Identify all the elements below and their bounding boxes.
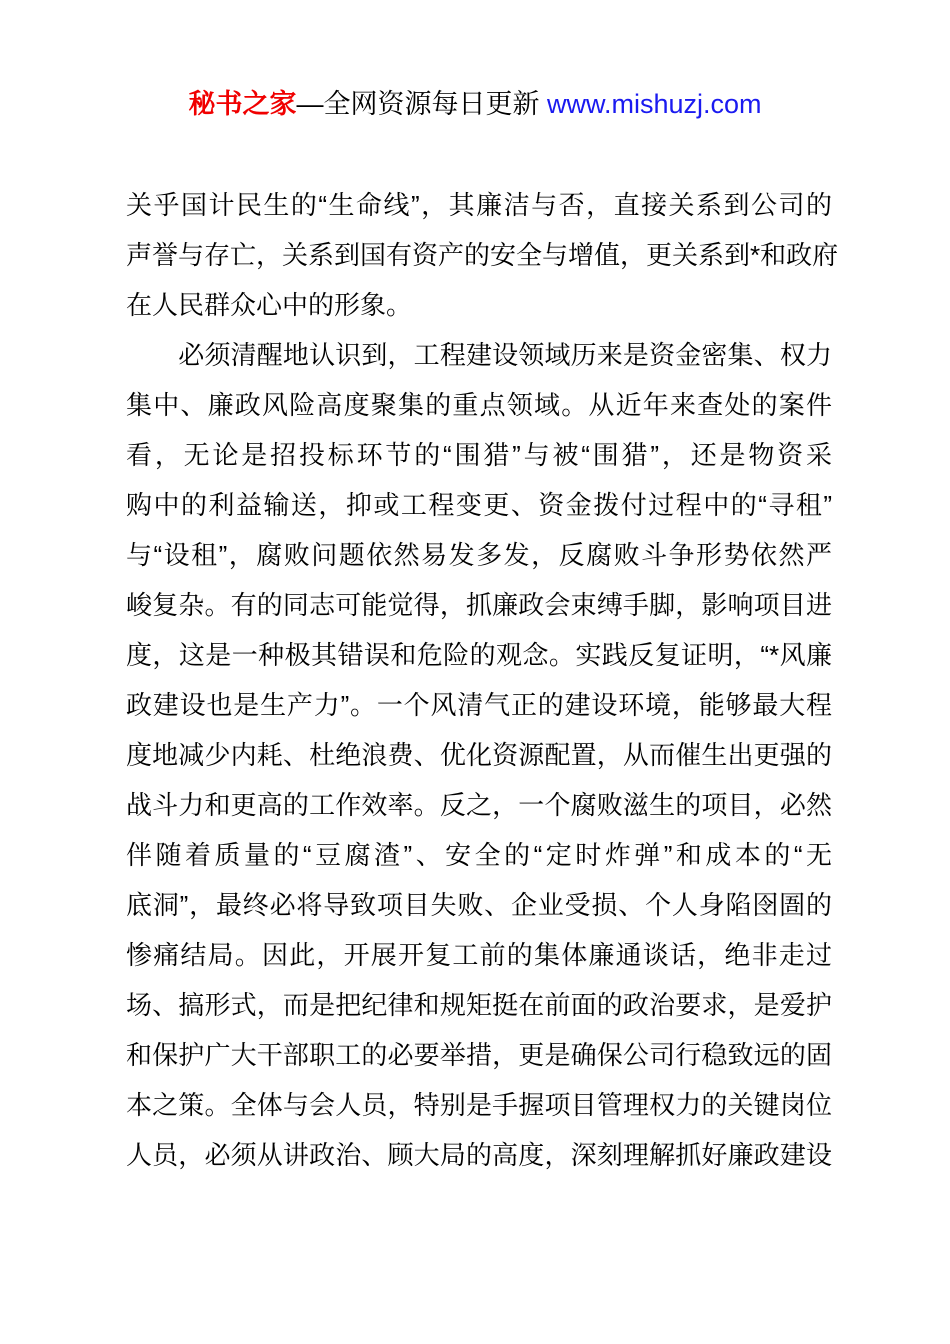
text-line: 集中、廉政风险高度聚集的重点领域。从近年来查处的案件 <box>126 390 832 420</box>
text-line: 人员，必须从讲政治、顾大局的高度，深刻理解抓好廉政建设 <box>126 1140 832 1170</box>
text-line: 场、搞形式，而是把纪律和规矩挺在前面的政治要求，是爱护 <box>126 990 832 1020</box>
text-line: 购中的利益输送，抑或工程变更、资金拨付过程中的“寻租” <box>126 490 832 520</box>
text-line: 与“设租”，腐败问题依然易发多发，反腐败斗争形势依然严 <box>126 540 832 570</box>
site-url-link[interactable]: www.mishuzj.com <box>546 89 762 119</box>
text-line: 关乎国计民生的“生命线”，其廉洁与否，直接关系到公司的 <box>126 190 832 220</box>
text-line: 底洞”，最终必将导致项目失败、企业受损、个人身陷囹圄的 <box>126 890 832 920</box>
text-line: 看，无论是招投标环节的“围猎”与被“围猎”，还是物资采 <box>126 440 832 470</box>
text-line: 伴随着质量的“豆腐渣”、安全的“定时炸弹”和成本的“无 <box>126 840 832 870</box>
text-line: 在人民群众心中的形象。 <box>126 290 413 320</box>
text-line: 惨痛结局。因此，开展开复工前的集体廉通谈话，绝非走过 <box>126 940 832 970</box>
text-line: 本之策。全体与会人员，特别是手握项目管理权力的关键岗位 <box>126 1090 832 1120</box>
text-line: 度地减少内耗、杜绝浪费、优化资源配置，从而催生出更强的 <box>126 740 832 770</box>
site-tagline: —全网资源每日更新 <box>296 89 547 119</box>
text-line: 和保护广大干部职工的必要举措，更是确保公司行稳致远的固 <box>126 1040 832 1070</box>
text-line: 声誉与存亡，关系到国有资产的安全与增值，更关系到*和政府 <box>126 240 839 270</box>
text-line: 必须清醒地认识到，工程建设领域历来是资金密集、权力 <box>126 340 832 370</box>
text-line: 政建设也是生产力”。一个风清气正的建设环境，能够最大程 <box>126 690 832 720</box>
page-header <box>0 86 950 122</box>
text-line: 战斗力和更高的工作效率。反之，一个腐败滋生的项目，必然 <box>126 790 832 820</box>
text-line: 峻复杂。有的同志可能觉得，抓廉政会束缚手脚，影响项目进 <box>126 590 832 620</box>
site-brand: 秘书之家 <box>188 89 297 119</box>
document-body <box>126 180 839 1180</box>
text-line: 度，这是一种极其错误和危险的观念。实践反复证明，“*风廉 <box>126 640 832 670</box>
